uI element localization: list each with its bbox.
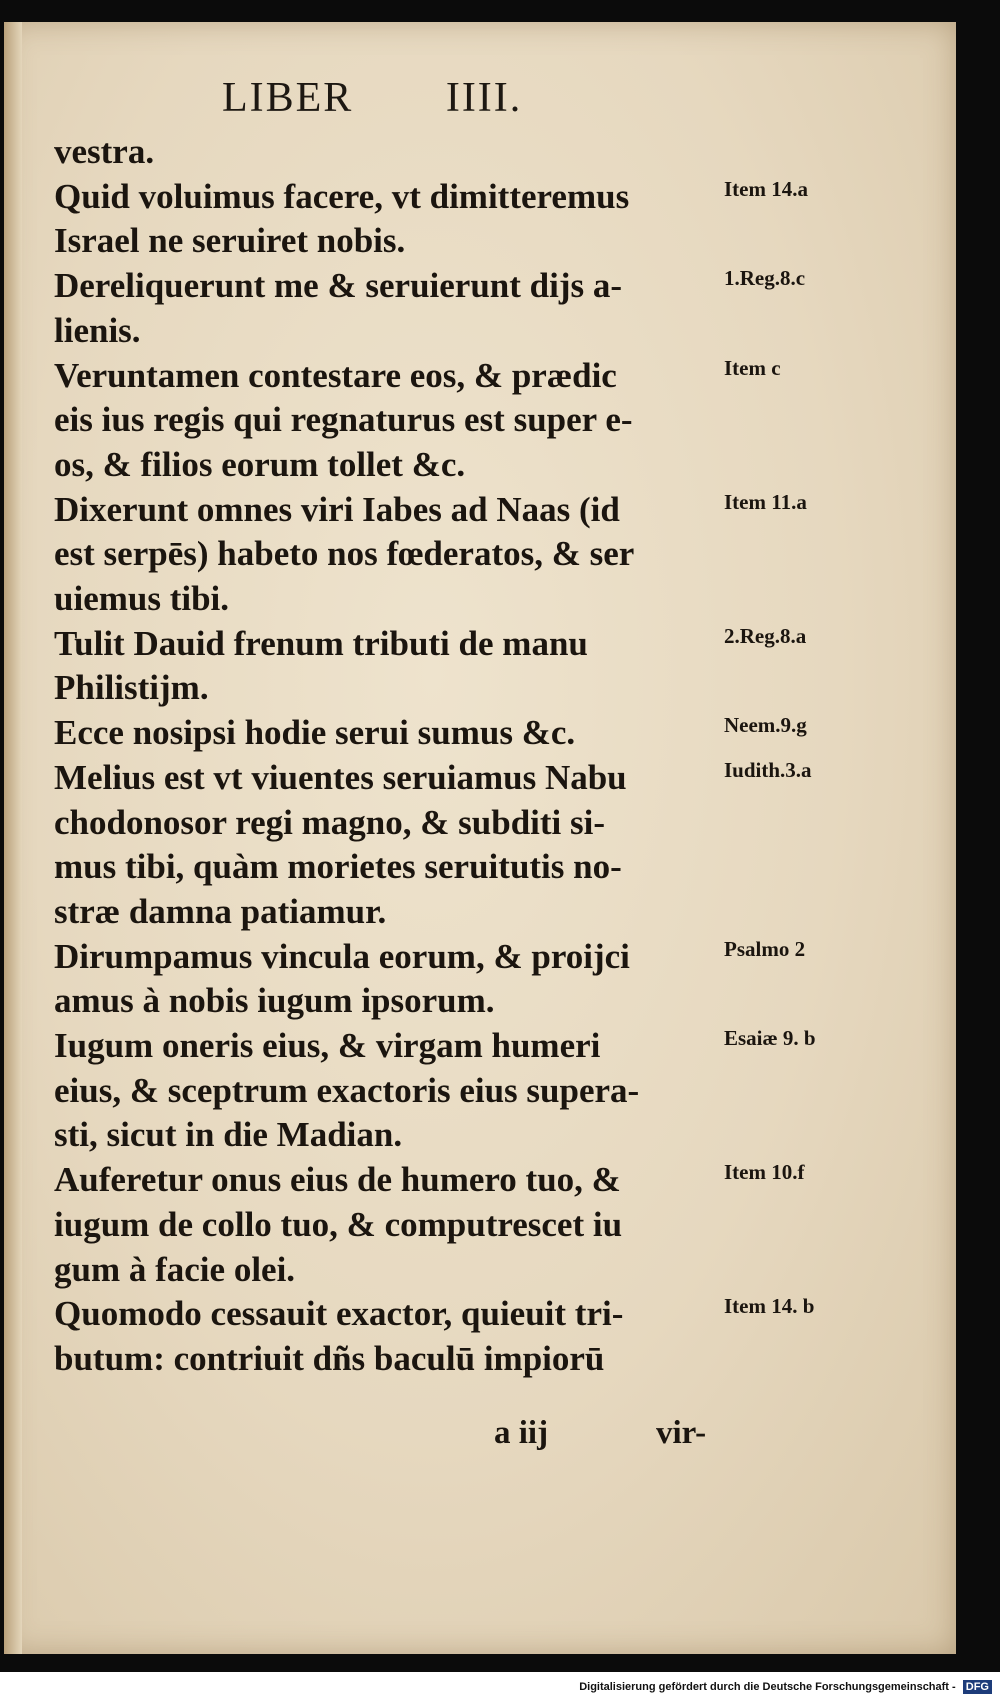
text-line: Auferetur onus eius de humero tuo, &	[54, 1160, 621, 1200]
text-line: os, & filios eorum tollet &c.	[54, 444, 466, 484]
text-line: Philistijm.	[54, 668, 209, 708]
text-line: Melius est vt viuentes seruiamus Nabu	[54, 757, 627, 797]
text-line: lienis.	[54, 310, 141, 350]
text-line: eius, & sceptrum exactoris eius supera-	[54, 1070, 640, 1110]
text-line: uiemus tibi.	[54, 579, 230, 618]
text-line: eis ius regis qui regnaturus est super e-	[54, 400, 633, 440]
signature-mark: a iij	[494, 1415, 549, 1451]
text-line: iugum de collo tuo, & computrescet iu	[54, 1204, 623, 1244]
text-line: chodonosor regi magno, & subditi si-	[54, 802, 606, 842]
running-header	[222, 74, 522, 122]
marginal-note: Psalmo 2	[724, 936, 806, 961]
marginal-note: Esaiæ 9. b	[724, 1026, 816, 1050]
text-line: Tulit Dauid frenum tributi de manu	[54, 623, 588, 663]
text-line: Dirumpamus vincula eorum, & proijci	[54, 936, 630, 976]
text-line: Quid voluimus facere, vt dimitteremus	[54, 176, 630, 216]
marginal-note: Item c	[724, 355, 781, 380]
text-line: amus à nobis iugum ipsorum.	[54, 981, 495, 1021]
text-line: Veruntamen contestare eos, & prædic	[54, 355, 617, 395]
catchword: vir-	[656, 1415, 707, 1451]
text-line: Israel ne seruiret nobis.	[54, 221, 406, 261]
text-line: Quomodo cessauit exactor, quieuit tri-	[54, 1294, 624, 1334]
text-line: sti, sicut in die Madian.	[54, 1115, 403, 1155]
marginal-note: Item 14. b	[724, 1294, 815, 1319]
text-line: vestra.	[54, 132, 155, 171]
marginal-note: 1.Reg.8.c	[724, 266, 806, 291]
text-line: est serpēs) habeto nos fœderatos, & ser	[54, 534, 635, 574]
book-page	[4, 22, 956, 1654]
text-line: stræ damna patiamur.	[54, 891, 387, 931]
marginal-note: Iudith.3.a	[724, 757, 812, 782]
text-line: Ecce nosipsi hodie serui sumus &c.	[54, 713, 576, 753]
text-line: butum: contriuit dñs baculū impiorū	[54, 1338, 605, 1378]
marginal-note: Neem.9.g	[724, 713, 807, 738]
marginal-note: Item 11.a	[724, 489, 807, 514]
marginal-note: Item 14.a	[724, 176, 808, 201]
page-gutter	[4, 22, 22, 1654]
text-line: mus tibi, quàm morietes seruitutis no-	[54, 847, 622, 887]
text-line: Dixerunt omnes viri Iabes ad Naas (id	[54, 489, 620, 529]
marginal-note: 2.Reg.8.a	[724, 623, 807, 648]
text-line: Iugum oneris eius, & virgam humeri	[54, 1026, 601, 1065]
text-line: gum à facie olei.	[54, 1249, 296, 1289]
text-line: Dereliquerunt me & seruierunt dijs a-	[54, 266, 623, 306]
header-title: LIBER	[222, 75, 354, 121]
marginal-note: Item 10.f	[724, 1160, 805, 1185]
footer-text: Digitalisierung gefördert durch die Deutsche Forschungsgemeinschaft -	[579, 1681, 956, 1693]
header-folio: IIII.	[445, 75, 523, 121]
footer-bar	[0, 1672, 1000, 1703]
dfg-logo: DFG	[963, 1680, 992, 1694]
